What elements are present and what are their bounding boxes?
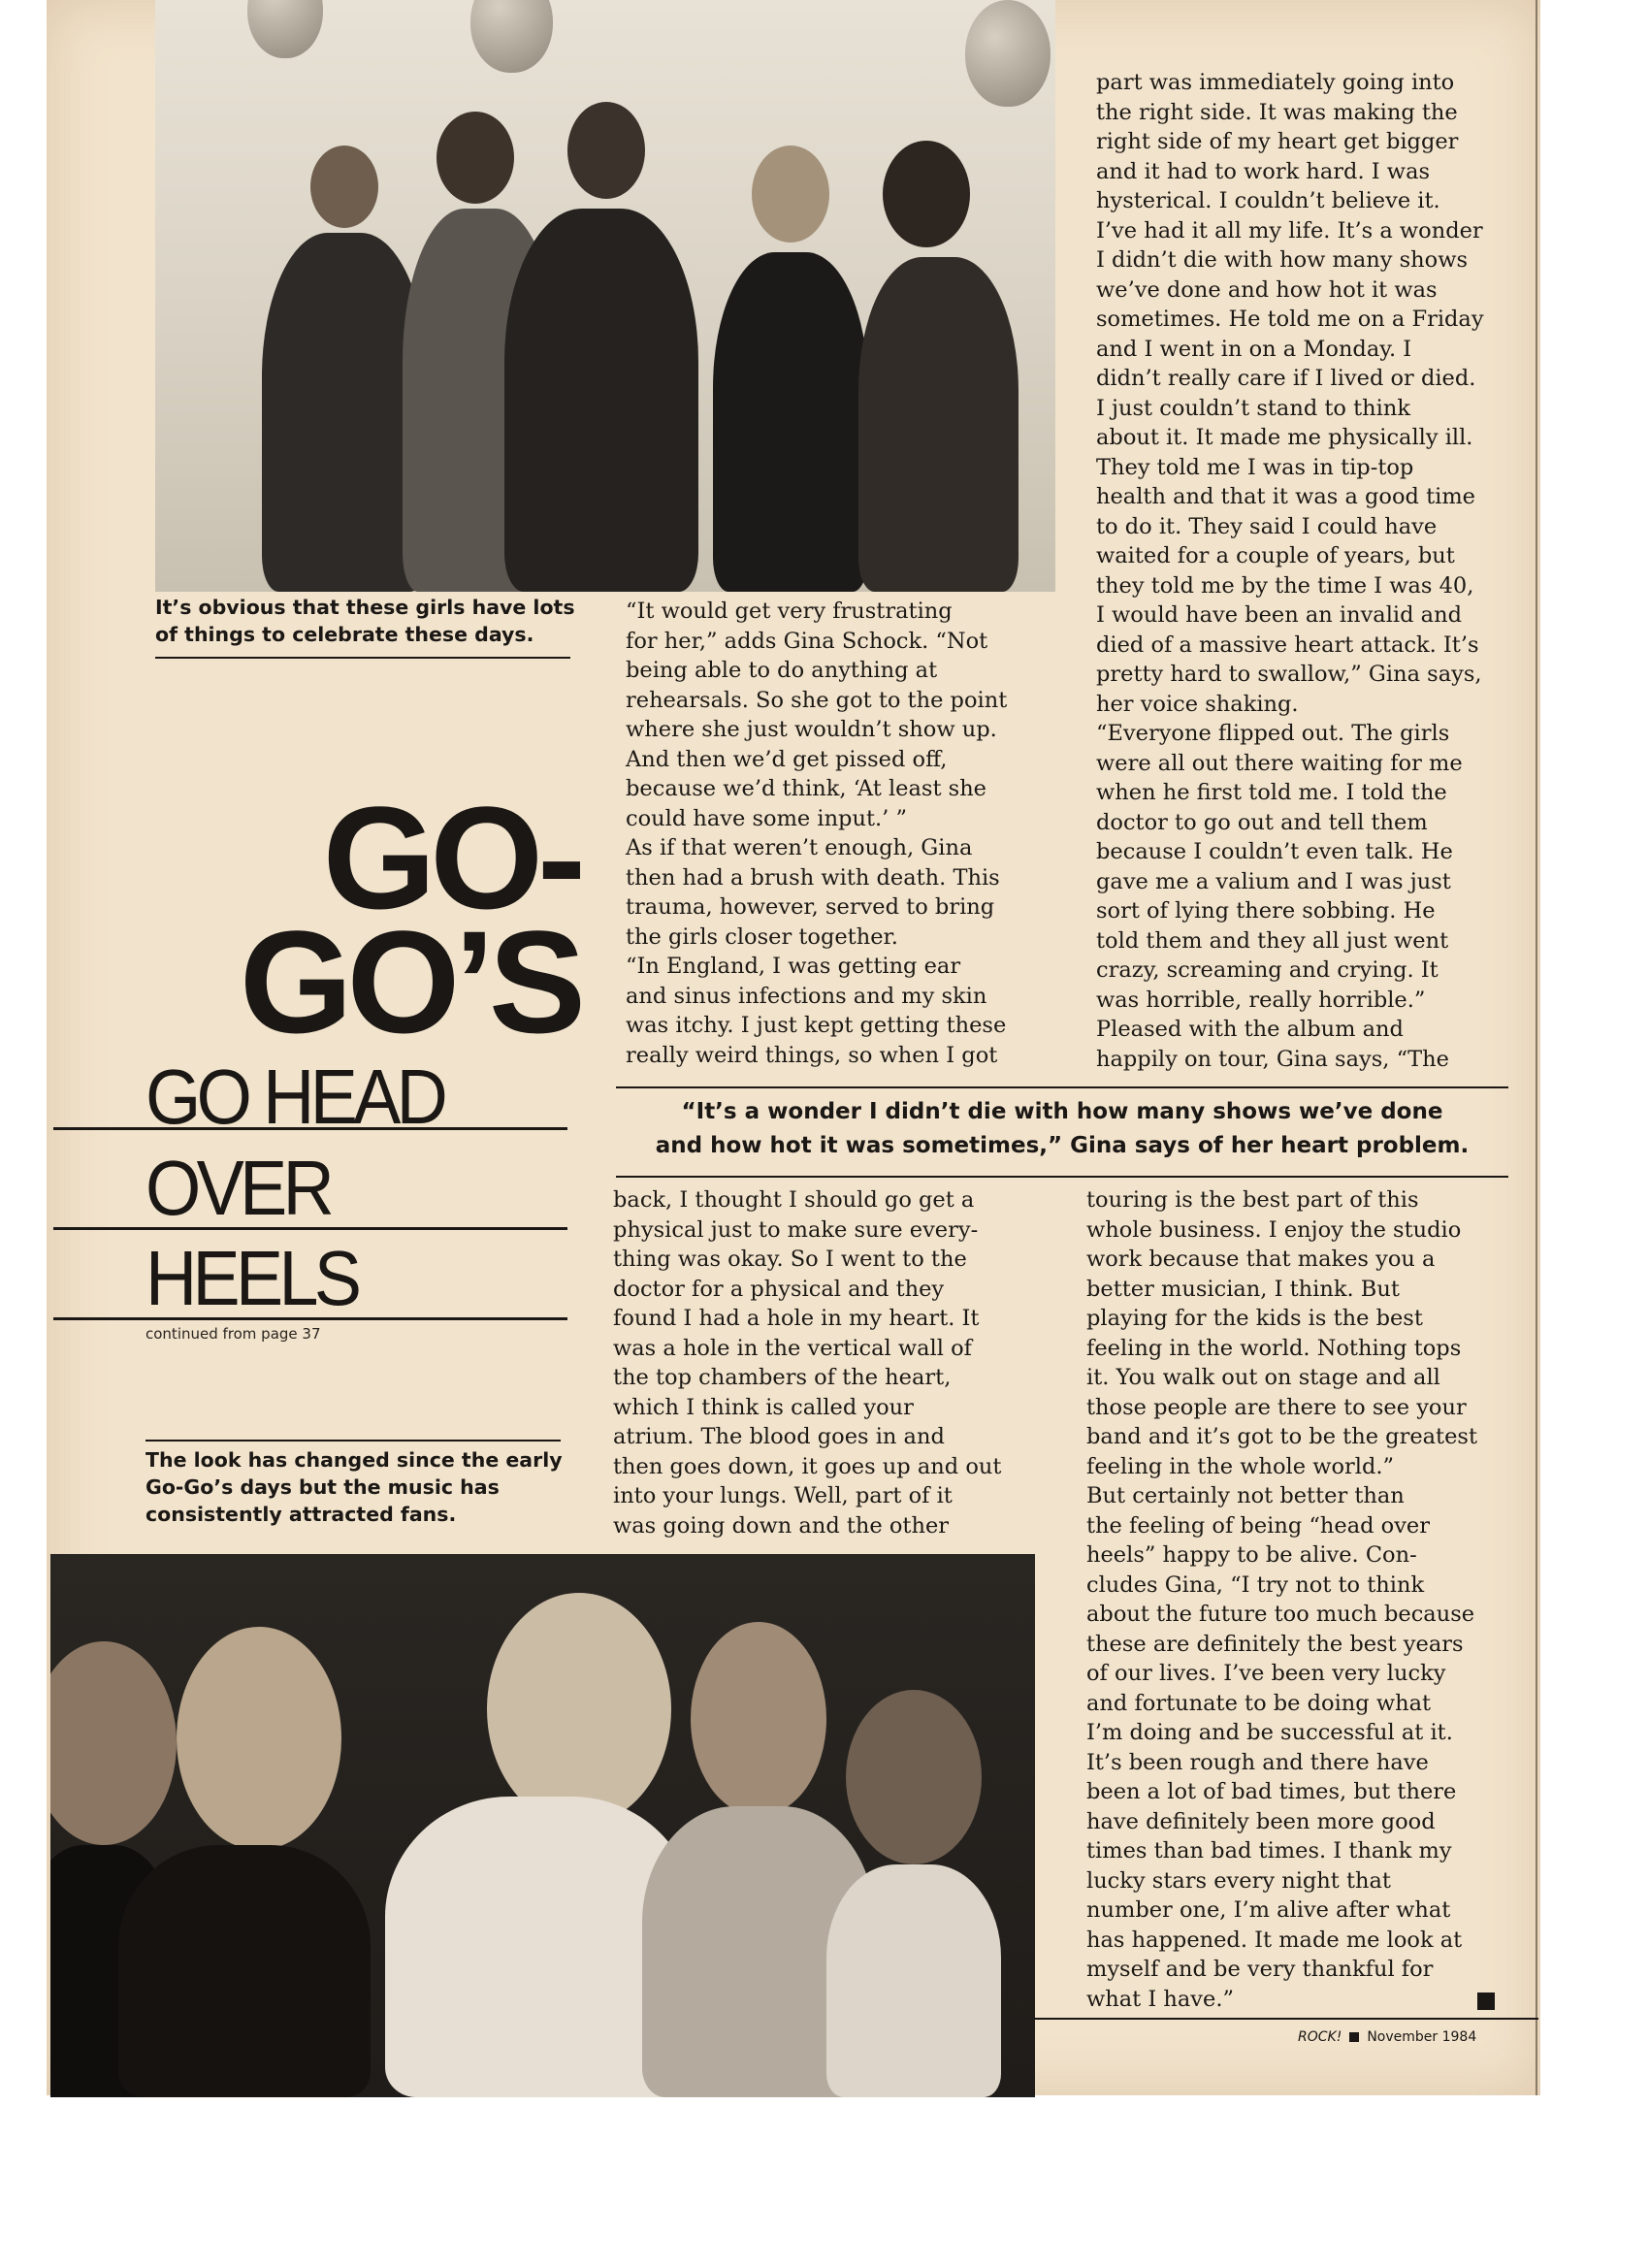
article-column-right-upper: part was immediately going into the right side. It was making the right side of my heart get bigger and it had to work hard. I was hysterical. I couldn’t believe it. I’ve had it all my life. It’s a wonder I didn’t die with how many shows we’ve done and how hot it was sometimes. He told me on a Friday and I went in on a Monday. I didn’t really care if I lived or died. I just couldn’t stand to think about it. It made me physically ill. They told me I was in tip-top health and that it was a good time to do it. They said I could have waited for a couple of years, but they told me by the time I was 40, I would have been an invalid and died of a massive heart attack. It’s pretty hard to swallow,” Gina says, her voice shaking. “Everyone flipped out. The girls were all out there waiting for me when he first told me. I told the doctor to go out and tell them because I couldn’t even talk. He gave me a valium and I was just sort of lying there sobbing. He told them and they all just went crazy, screaming and crying. It was horrible, really horrible.” Pleased with the album and happily on tour, Gina says, “The (1096, 70, 1484, 1072)
page-edge (1536, 0, 1537, 2095)
headline-bold-1: GO- (322, 776, 580, 939)
top-photo-caption: It’s obvious that these girls have lots of things to celebrate these days. (155, 596, 575, 646)
pull-quote: “It’s a wonder I didn’t die with how many shows we’ve done and how hot it was sometimes,” Gina says of her heart problem. (655, 1099, 1470, 1158)
issue-date: November 1984 (1367, 2029, 1477, 2045)
end-of-article-mark (1477, 1993, 1495, 2010)
magazine-name: ROCK! (1298, 2029, 1342, 2045)
balloon (247, 0, 323, 58)
bottom-photo-caption: The look has changed since the early Go-Go’s days but the music has consistently attracted fans. (146, 1448, 563, 1526)
bottom-band-photo (50, 1554, 1035, 2097)
footer-square (1349, 2032, 1359, 2042)
page-footer (1298, 2029, 1476, 2045)
pullquote-rule-bottom (616, 1176, 1508, 1178)
headline-thin-1: GO HEAD (146, 1053, 444, 1140)
headline-thin-2: OVER (146, 1145, 331, 1231)
balloon (965, 0, 1051, 107)
pullquote-rule-top (616, 1086, 1508, 1088)
balloon (470, 0, 553, 73)
caption-rule (146, 1440, 561, 1442)
article-column-middle-lower: back, I thought I should go get a physical just to make sure every- thing was okay. So I went to the doctor for a physical and they found I had a hole in my heart. It was a hole in the vertical wall of the top chambers of the heart, which I think is called your atrium. The blood goes in and then goes down, it goes up and out into your lungs. Well, part of it was going down and the other (613, 1187, 1002, 1539)
caption-rule (155, 657, 570, 659)
headline-thin-3: HEELS (146, 1235, 358, 1321)
top-band-photo (155, 0, 1055, 592)
article-column-middle-upper: “It would get very frustrating for her,” adds Gina Schock. “Not being able to do anything at rehearsals. So she got to the point where she just wouldn’t show up. And then we’d get pissed off, because we’d think, ‘At least she could have some input.’ ” As if that weren’t enough, Gina then had a brush with death. This trauma, however, served to bring the girls closer together. “In England, I was getting ear and sinus infections and my skin was itchy. I just kept getting these really weird things, so when I got (626, 599, 1008, 1068)
headline-bold-2: GO’S (239, 900, 580, 1063)
continued-note: continued from page 37 (146, 1325, 321, 1343)
photo-edge-rule (1034, 2018, 1538, 2020)
article-column-right-lower: touring is the best part of this whole business. I enjoy the studio work because that makes you a better musician, I think. But playing for the kids is the best feeling in the world. Nothing tops it. You walk out on stage and all those people are there to see your band and it’s got to be the greatest feeling in the whole world.” But certainly not better than the feeling of being “head over heels” happy to be alive. Con- cludes Gina, “I try not to think about the future too much because these are definitely the best years of our lives. I’ve been very lucky and fortunate to be doing what I’m doing and be successful at it. It’s been rough and there have been a lot of bad times, but there have definitely been more good times than bad times. I thank my lucky stars every night that number one, I’m alive after what has happened. It made me look at myself and be very thankful for what I have.” (1086, 1187, 1478, 2012)
